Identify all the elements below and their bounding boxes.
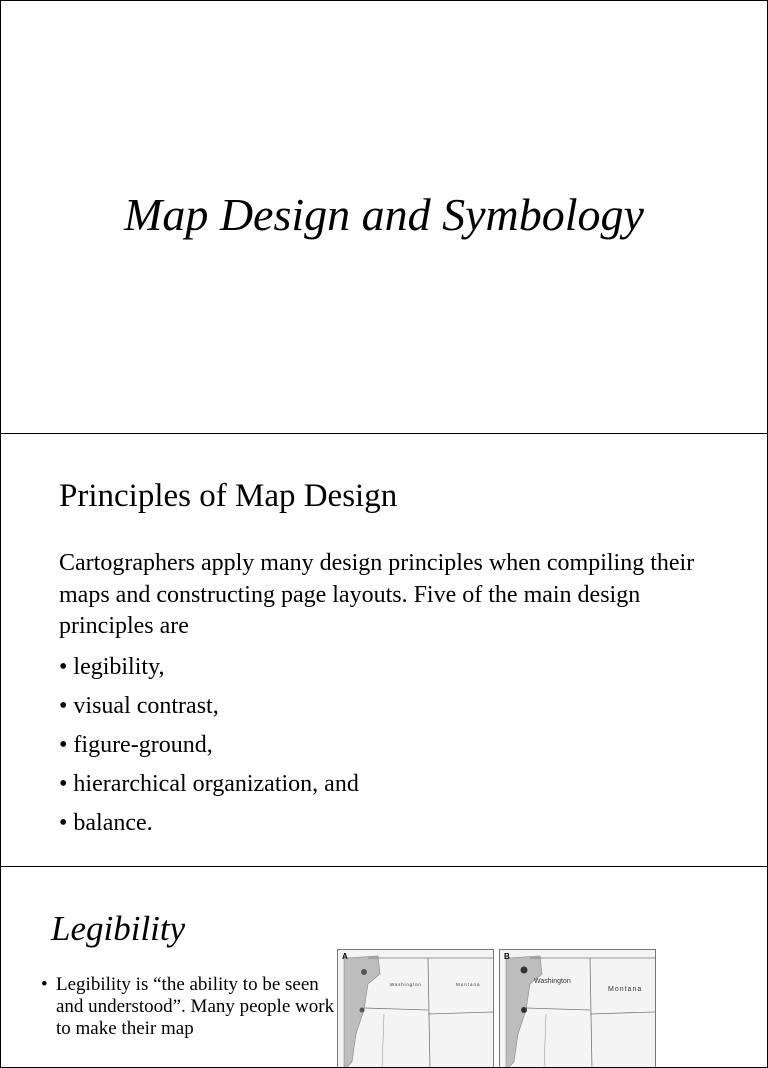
map-label: Montana xyxy=(456,982,481,987)
principles-slide xyxy=(0,433,768,867)
map-label: Washington xyxy=(390,982,422,987)
slide-paragraph: Cartographers apply many design principles when compiling their maps and constructing page layouts. Five of the main design principles are xyxy=(59,550,695,639)
title-slide xyxy=(0,0,768,434)
slide-heading: Legibility xyxy=(51,909,186,948)
map-panel-b xyxy=(499,949,656,1068)
bullet-paragraph xyxy=(41,974,346,1040)
panel-label: B xyxy=(504,952,510,961)
map-comparison-figure xyxy=(337,949,659,1068)
list-item: • balance. xyxy=(59,810,153,836)
principles-list xyxy=(59,648,359,843)
list-item: • hierarchical organization, and xyxy=(59,771,359,797)
slide-heading: Principles of Map Design xyxy=(59,478,398,514)
panel-label: A xyxy=(342,952,348,961)
list-item: • legibility, xyxy=(59,654,165,680)
map-label: Montana xyxy=(608,986,643,993)
map-panel-a xyxy=(337,949,494,1068)
map-a-graphic xyxy=(338,950,493,1068)
legibility-slide xyxy=(0,866,768,1068)
bullet-marker: • xyxy=(41,974,48,995)
list-item: • figure-ground, xyxy=(59,732,213,758)
map-b-graphic xyxy=(500,950,655,1068)
bullet-text: Legibility is “the ability to be seen and understood”. Many people work to make their map xyxy=(56,974,335,1039)
list-item: • visual contrast, xyxy=(59,693,219,719)
map-label: Washington xyxy=(534,978,571,985)
slide-title: Map Design and Symbology xyxy=(124,189,644,240)
